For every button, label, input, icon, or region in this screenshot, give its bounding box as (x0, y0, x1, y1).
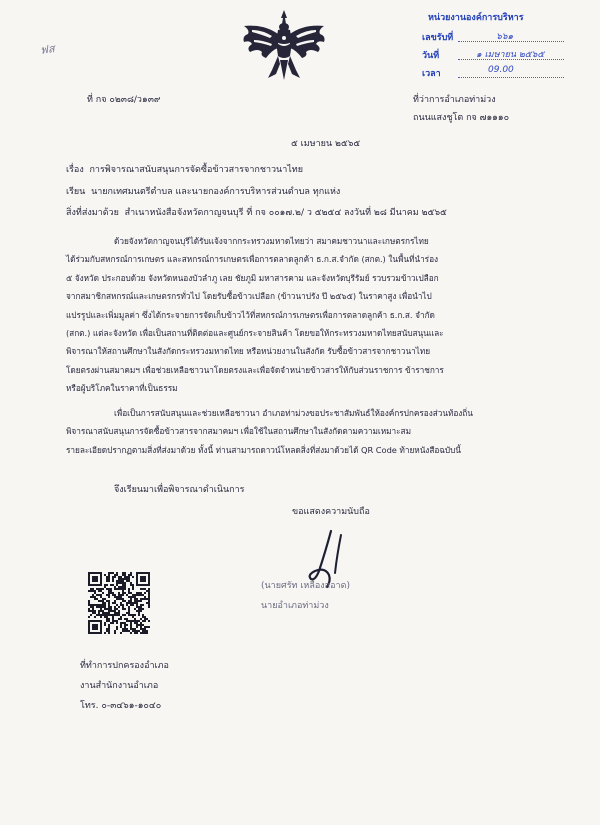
body-paragraph-2 (66, 404, 546, 459)
garuda-emblem-icon (238, 8, 330, 82)
subject-label: เรื่อง (66, 165, 84, 175)
closing-request: จึงเรียนมาเพื่อพิจารณาดำเนินการ (114, 485, 245, 495)
signatory-position: นายอำเภอท่าม่วง (261, 601, 329, 611)
footer-office: ที่ทำการปกครองอำเภอ (80, 661, 169, 671)
body-line: พิจารณาสนับสนุนการจัดซื้อข้าวสารจากสมาคมฯ เพื่อใช้ในสถานศึกษาในสังกัดตามความเหมาะสม (66, 426, 411, 437)
body-paragraph-1 (66, 232, 546, 398)
receipt-stamp (418, 8, 568, 86)
signatory-name: (นายศรัท เหลืองสอาด) (261, 581, 350, 591)
doc-date: ๕ เมษายน ๒๕๖๕ (291, 139, 361, 149)
stamp-rule (458, 41, 564, 42)
body-line: ๕ จังหวัด ประกอบด้วย จังหวัดหนองบัวลำภู เลย ชัยภูมิ มหาสารคาม และจังหวัดบุรีรัมย์ รวบรวมข้าวเปลือก (66, 272, 439, 283)
stamp-date-label: วันที่ (422, 51, 440, 61)
signature-closing: ขอแสดงความนับถือ (292, 507, 370, 517)
attachment-label: สิ่งที่ส่งมาด้วย (66, 208, 119, 218)
attachment-line (66, 207, 447, 220)
body-line: ด้วยจังหวัดกาญจนบุรีได้รับแจ้งจากกระทรวงมหาดไทยว่า สมาคมชาวนาและเกษตรกรไทย (114, 236, 429, 246)
subject-text: การพิจารณาสนับสนุนการจัดซื้อข้าวสารจากชาวนาไทย (89, 165, 303, 175)
body-line: เพื่อเป็นการสนับสนุนและช่วยเหลือชาวนา อำเภอท่าม่วงขอประชาสัมพันธ์ให้องค์กรปกครองส่วนท้องถิ่น (114, 408, 473, 418)
stamp-date: ๑ เมษายน ๒๕๖๕ (476, 50, 545, 60)
stamp-rule (458, 59, 564, 60)
subject-line (66, 164, 303, 177)
stamp-time: 09.00 (488, 65, 514, 75)
stamp-receive-label: เลขรับที่ (422, 33, 454, 43)
office-address-line2: ถนนแสงชูโต กจ ๗๑๑๑๐ (413, 113, 510, 123)
footer-department: งานสำนักงานอำเภอ (80, 681, 159, 691)
stamp-rule (458, 77, 564, 78)
recipient-text: นายกเทศมนตรีตำบล และนายกองค์การบริหารส่วนตำบล ทุกแห่ง (91, 187, 341, 197)
body-line: (สกต.) แต่ละจังหวัด เพื่อเป็นสถานที่ติดต่อและศูนย์กระจายสินค้า โดยขอให้กระทรวงมหาดไทยสนับสนุนและ (66, 328, 444, 339)
stamp-time-label: เวลา (422, 69, 441, 79)
recipient-line (66, 186, 340, 199)
footer-phone: โทร. ๐-๓๔๖๑-๑๐๔๐ (80, 701, 162, 711)
body-line: พิจารณาให้สถานศึกษาในสังกัดกระทรวงมหาดไทย หรือหน่วยงานในสังกัด รับซื้อข้าวสารจากชาวนาไทย (66, 346, 431, 357)
office-address-line1: ที่ว่าการอำเภอท่าม่วง (413, 95, 496, 105)
body-line: รายละเอียดปรากฏตามสิ่งที่ส่งมาด้วย ทั้งนี้ ท่านสามารถดาวน์โหลดสิ่งที่ส่งมาด้วยได้ QR Code ท้ายหนังสือฉบับนี้ (66, 444, 461, 455)
body-line: ได้ร่วมกับสหกรณ์การเกษตร และสหกรณ์การเกษตรเพื่อการตลาดลูกค้า ธ.ก.ส.จำกัด (สกต.) ในพื้นที่นำร่อง (66, 254, 439, 265)
recipient-label: เรียน (66, 187, 86, 197)
attachment-text: สำเนาหนังสือจังหวัดกาญจนบุรี ที่ กจ ๐๐๑๗.๒/ ว ๕๒๕๔ ลงวันที่ ๒๘ มีนาคม ๒๕๖๕ (124, 208, 447, 218)
corner-handwritten-note: ฟส (39, 42, 56, 57)
doc-number: ที่ กจ ๐๒๓๘/ว๑๓๙ (87, 95, 161, 105)
stamp-org: หน่วยงานองค์การบริหาร (428, 13, 524, 23)
body-line: จากสมาชิกสหกรณ์และเกษตรกรทั่วไป โดยรับซื้อข้าวเปลือก (ข้าวนาปรัง ปี ๒๕๖๕) ในราคาสูง เพื่อนำไป (66, 291, 432, 302)
stamp-receive-no: ๖๖๑ (496, 32, 514, 42)
body-line: หรือผู้บริโภคในราคาที่เป็นธรรม (66, 383, 178, 394)
qr-code-icon (88, 572, 150, 634)
body-line: โดยตรงผ่านสมาคมฯ เพื่อช่วยเหลือชาวนาโดยตรงและเพื่อจัดจำหน่ายข้าวสารให้กับส่วนราชการ ข้าราชการ (66, 364, 444, 375)
body-line: แปรรูปและเพิ่มมูลค่า ซึ่งได้กระจายการจัดเก็บข้าวไว้ที่สหกรณ์การเกษตรเพื่อการตลาดลูกค้า ธ.ก.ส. จำกัด (66, 309, 435, 320)
